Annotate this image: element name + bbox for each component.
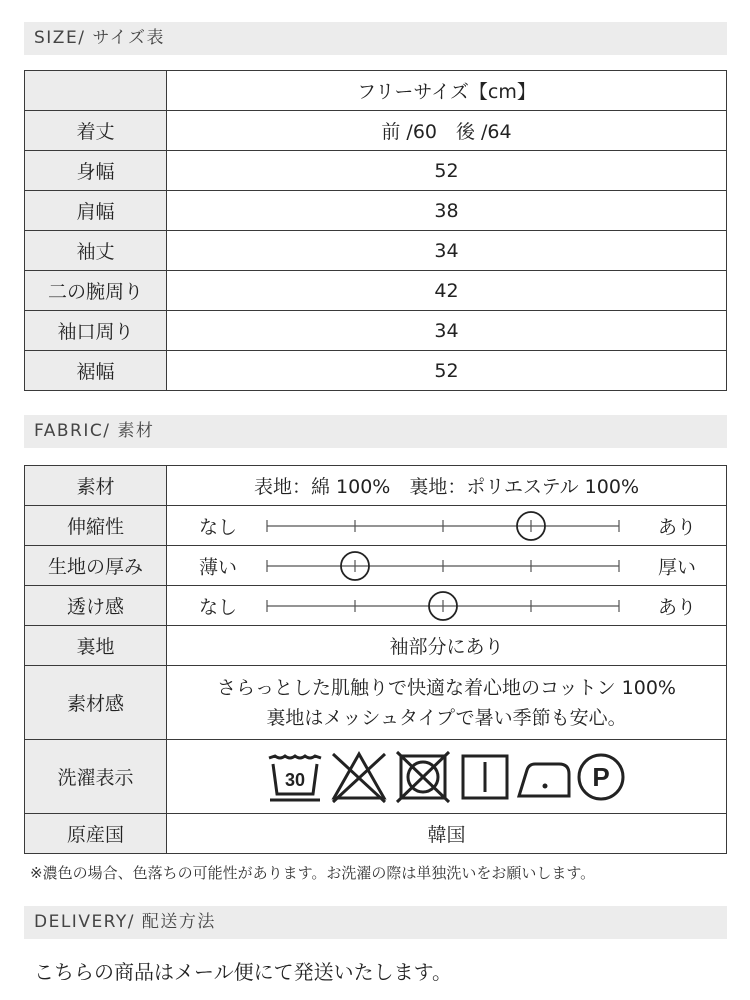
fabric-row-feel — [25, 666, 727, 740]
size-row — [25, 311, 727, 351]
sheerness-scale-min: なし — [199, 596, 238, 618]
size-row-value: 38 — [167, 191, 727, 231]
thickness-label: 生地の厚み — [25, 546, 167, 586]
no-bleach-icon — [333, 754, 385, 802]
size-row-label: 身幅 — [25, 151, 167, 191]
delivery-section-header: DELIVERY/ 配送方法 — [24, 906, 727, 939]
sheerness-label: 透け感 — [25, 586, 167, 626]
thickness-scale-max: 厚い — [657, 556, 696, 578]
size-row-label: 裾幅 — [25, 351, 167, 391]
size-row — [25, 151, 727, 191]
stretch-label: 伸縮性 — [25, 506, 167, 546]
stretch-scale-max: あり — [657, 516, 696, 538]
lining-label: 裏地 — [25, 626, 167, 666]
size-row-value: 42 — [167, 271, 727, 311]
feel-line-1: さらっとした肌触りで快適な着心地のコットン 100% — [217, 676, 676, 699]
sheerness-scale-gauge — [267, 591, 627, 621]
size-row — [25, 271, 727, 311]
thickness-scale-min: 薄い — [199, 556, 238, 578]
size-row — [25, 231, 727, 271]
low-iron-icon — [519, 764, 569, 796]
size-row — [25, 351, 727, 391]
free-size-header: フリーサイズ【cm】 — [167, 71, 727, 111]
size-row-label: 肩幅 — [25, 191, 167, 231]
size-row-label: 袖丈 — [25, 231, 167, 271]
fabric-row-origin — [25, 814, 727, 854]
fabric-table — [24, 465, 727, 854]
material-label: 素材 — [25, 466, 167, 506]
sheerness-scale-max: あり — [657, 596, 696, 618]
size-section-header: SIZE/ サイズ表 — [24, 22, 727, 55]
size-row-label: 袖口周り — [25, 311, 167, 351]
stretch-scale-min: なし — [199, 516, 238, 538]
feel-label: 素材感 — [25, 666, 167, 740]
care-label: 洗濯表示 — [25, 740, 167, 814]
lining-value: 袖部分にあり — [167, 626, 727, 666]
size-row-value: 52 — [167, 351, 727, 391]
size-row-label: 着丈 — [25, 111, 167, 151]
origin-label: 原産国 — [25, 814, 167, 854]
fabric-row-material — [25, 466, 727, 506]
dryclean-p-icon — [579, 755, 623, 799]
size-table-corner — [25, 71, 167, 111]
fabric-row-stretch — [25, 506, 727, 546]
stretch-scale — [167, 506, 727, 546]
material-value: 表地：綿 100% 裏地：ポリエステル 100% — [167, 466, 727, 506]
origin-value: 韓国 — [167, 814, 727, 854]
thickness-scale — [167, 546, 727, 586]
care-symbols-row — [267, 750, 627, 804]
fabric-row-lining — [25, 626, 727, 666]
delivery-text: こちらの商品はメール便にて発送いたします。 — [34, 960, 452, 984]
feel-value — [167, 666, 727, 740]
wash-temp-label: 30 — [284, 769, 305, 790]
line-dry-icon — [463, 756, 507, 798]
size-row-value: 前 /60 後 /64 — [167, 111, 727, 151]
size-table-header-row — [25, 71, 727, 111]
size-row — [25, 111, 727, 151]
care-symbols — [167, 740, 727, 814]
fabric-row-thickness — [25, 546, 727, 586]
size-row-value: 34 — [167, 311, 727, 351]
washing-note: ※濃色の場合、色落ちの可能性があります。お洗濯の際は単独洗いをお願いします。 — [30, 864, 596, 882]
size-row — [25, 191, 727, 231]
stretch-scale-gauge — [267, 511, 627, 541]
size-row-value: 34 — [167, 231, 727, 271]
size-row-label: 二の腕周り — [25, 271, 167, 311]
fabric-section-header: FABRIC/ 素材 — [24, 415, 727, 448]
feel-line-2: 裏地はメッシュタイプで暑い季節も安心。 — [266, 706, 627, 729]
wash-30-icon — [269, 756, 321, 800]
size-row-value: 52 — [167, 151, 727, 191]
thickness-scale-gauge — [267, 551, 627, 581]
fabric-row-care — [25, 740, 727, 814]
dryclean-letter: P — [591, 761, 610, 792]
size-table — [24, 70, 727, 391]
fabric-row-sheerness — [25, 586, 727, 626]
sheerness-scale — [167, 586, 727, 626]
no-tumble-dry-icon — [397, 752, 449, 802]
